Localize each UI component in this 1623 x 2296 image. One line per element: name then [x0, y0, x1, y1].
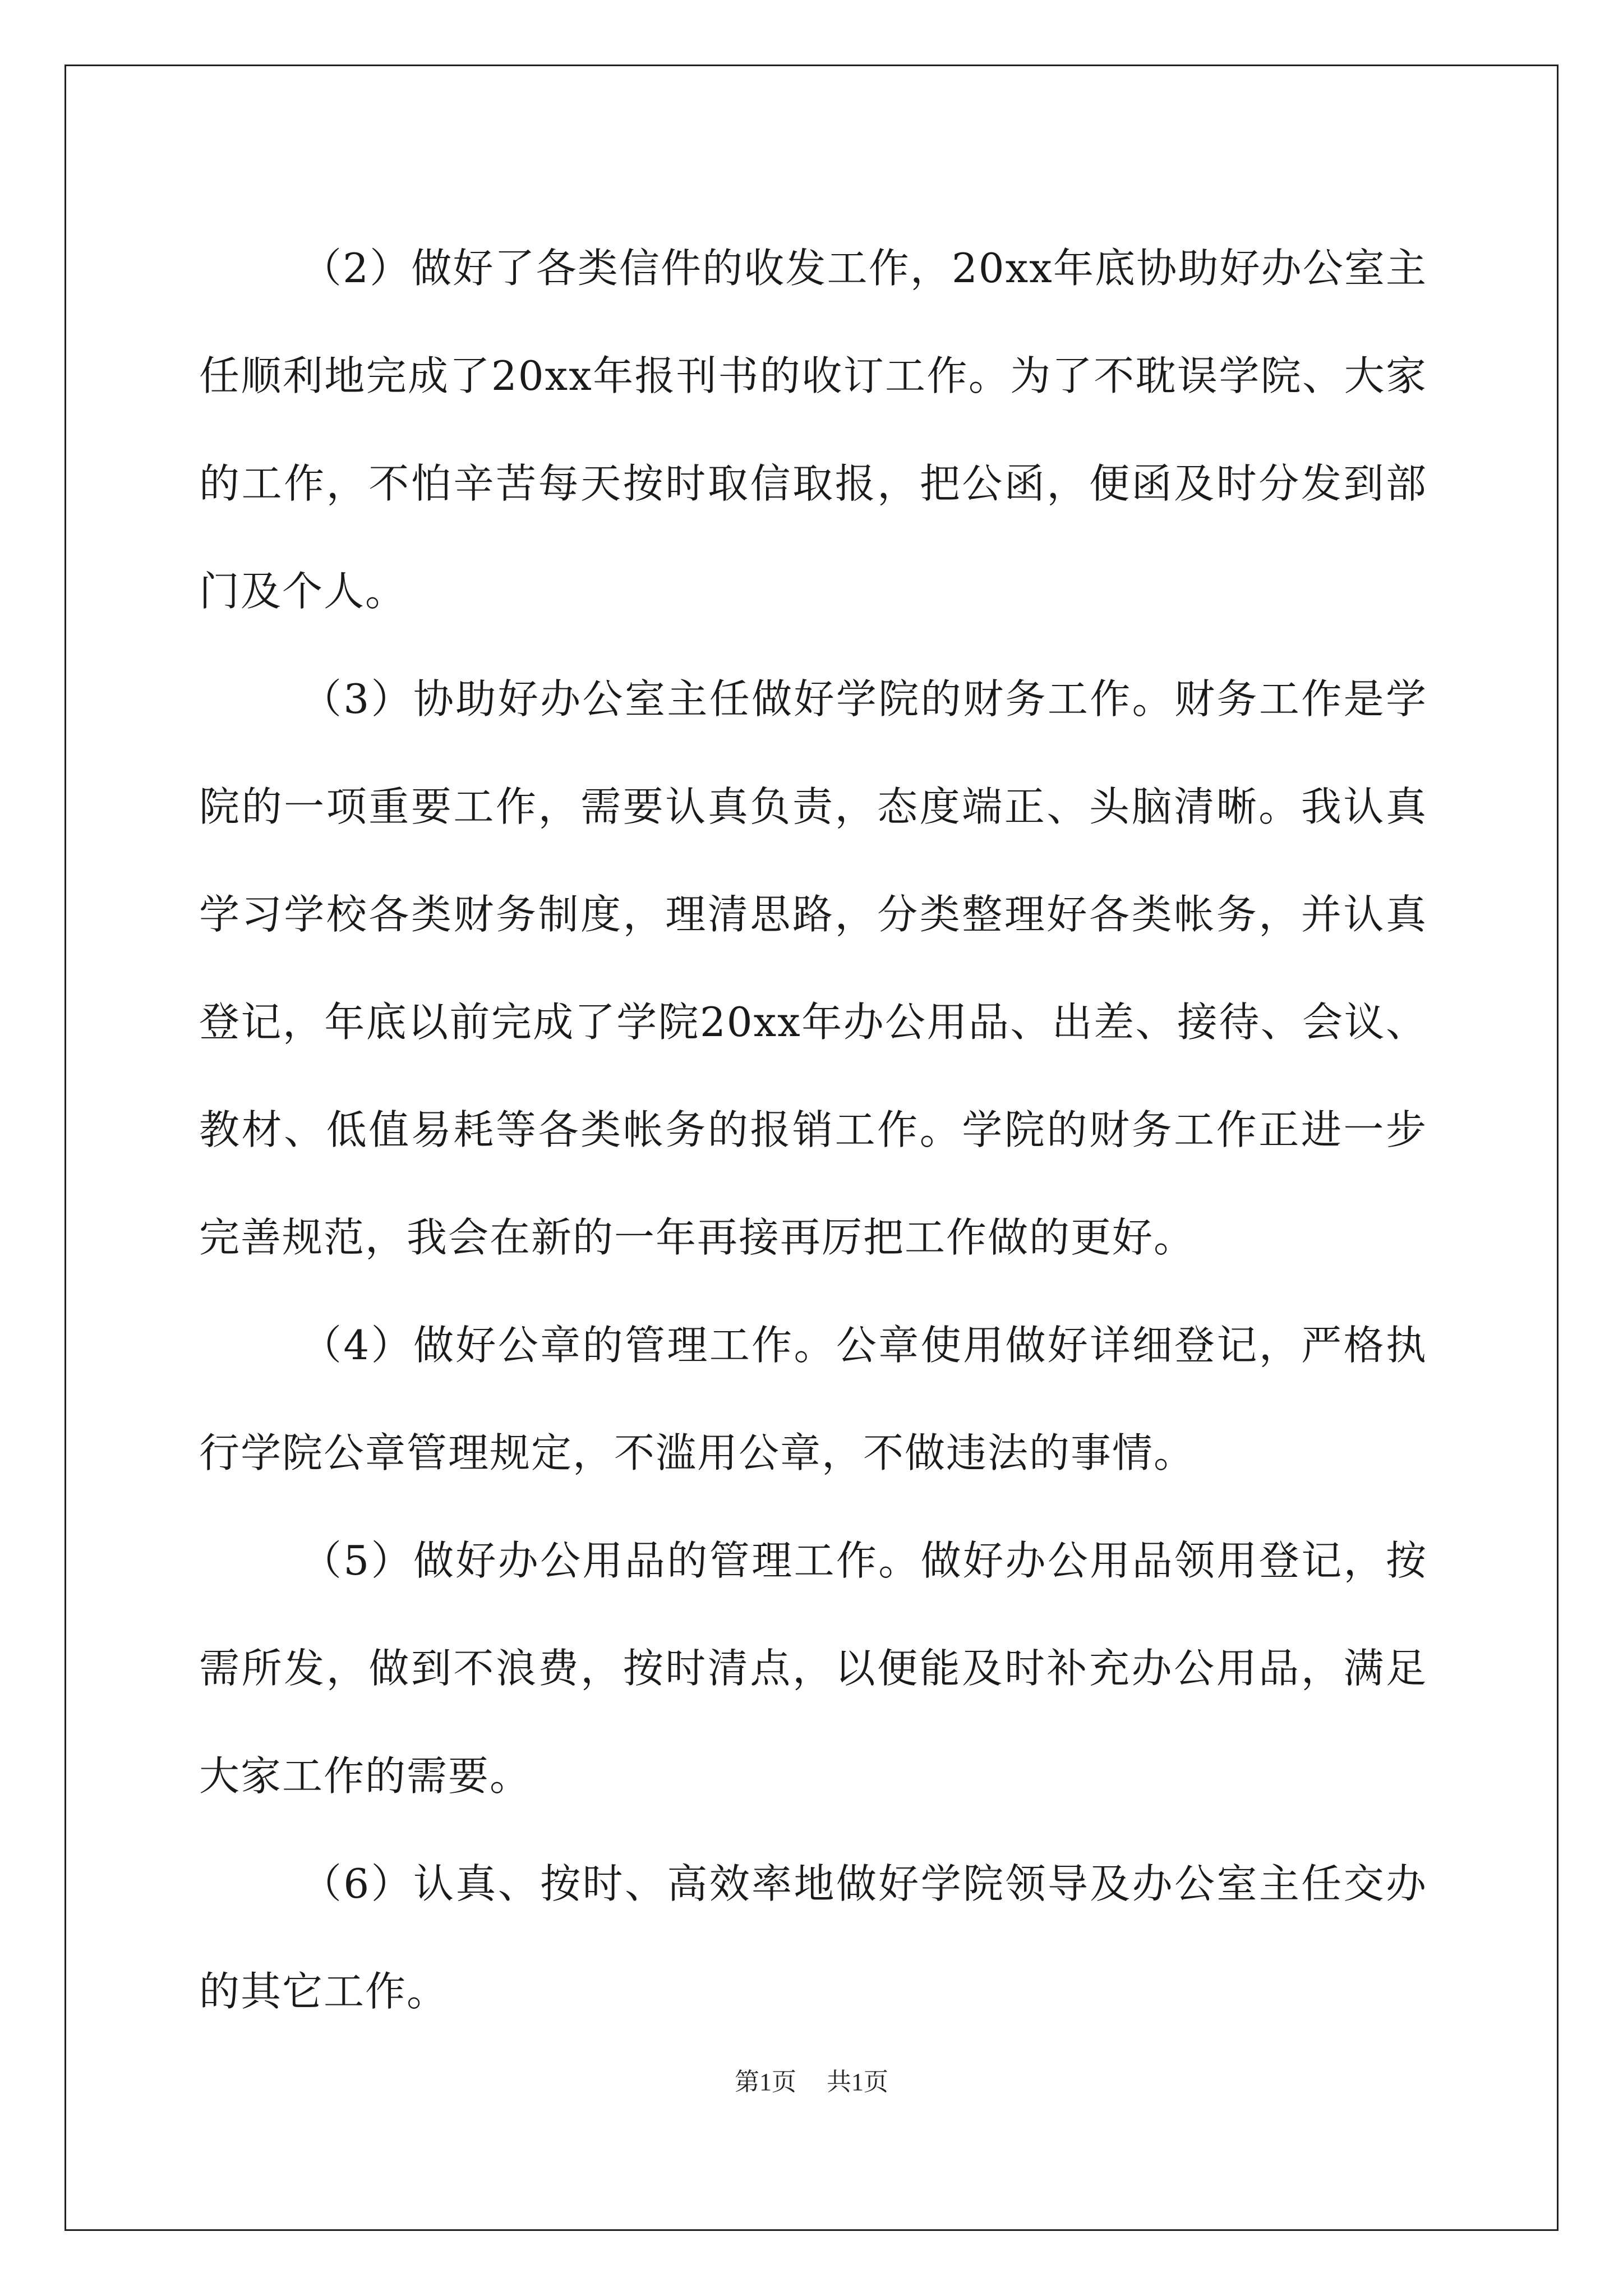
document-body: [199, 214, 1427, 2045]
paragraph-item-2: （2）做好了各类信件的收发工作，20xx年底协助好办公室主任顺利地完成了20xx年报刊书的收订工作。为了不耽误学院、大家的工作，不怕辛苦每天按时取信取报，把公函，便函及时分发到部门及个人。: [199, 245, 1427, 615]
paragraph-item-4: （4）做好公章的管理工作。公章使用做好详细登记，严格执行学院公章管理规定，不滥用公章，不做违法的事情。: [199, 1322, 1427, 1476]
page-footer: [0, 2062, 1623, 2097]
page-number-total: 共1页: [827, 2068, 888, 2096]
paragraph-item-3: （3）协助好办公室主任做好学院的财务工作。财务工作是学院的一项重要工作，需要认真负责，态度端正、头脑清晰。我认真学习学校各类财务制度，理清思路，分类整理好各类帐务，并认真登记，年底以前完成了学院20xx年办公用品、出差、接待、会议、教材、低值易耗等各类帐务的报销工作。学院的财务工作正进一步完善规范，我会在新的一年再接再厉把工作做的更好。: [199, 675, 1427, 1261]
page-number-current: 第1页: [735, 2068, 796, 2096]
paragraph-item-6: （6）认真、按时、高效率地做好学院领导及办公室主任交办的其它工作。: [199, 1860, 1427, 2015]
paragraph-item-5: （5）做好办公用品的管理工作。做好办公用品领用登记，按需所发，做到不浪费，按时清点，以便能及时补充办公用品，满足大家工作的需要。: [199, 1537, 1427, 1800]
